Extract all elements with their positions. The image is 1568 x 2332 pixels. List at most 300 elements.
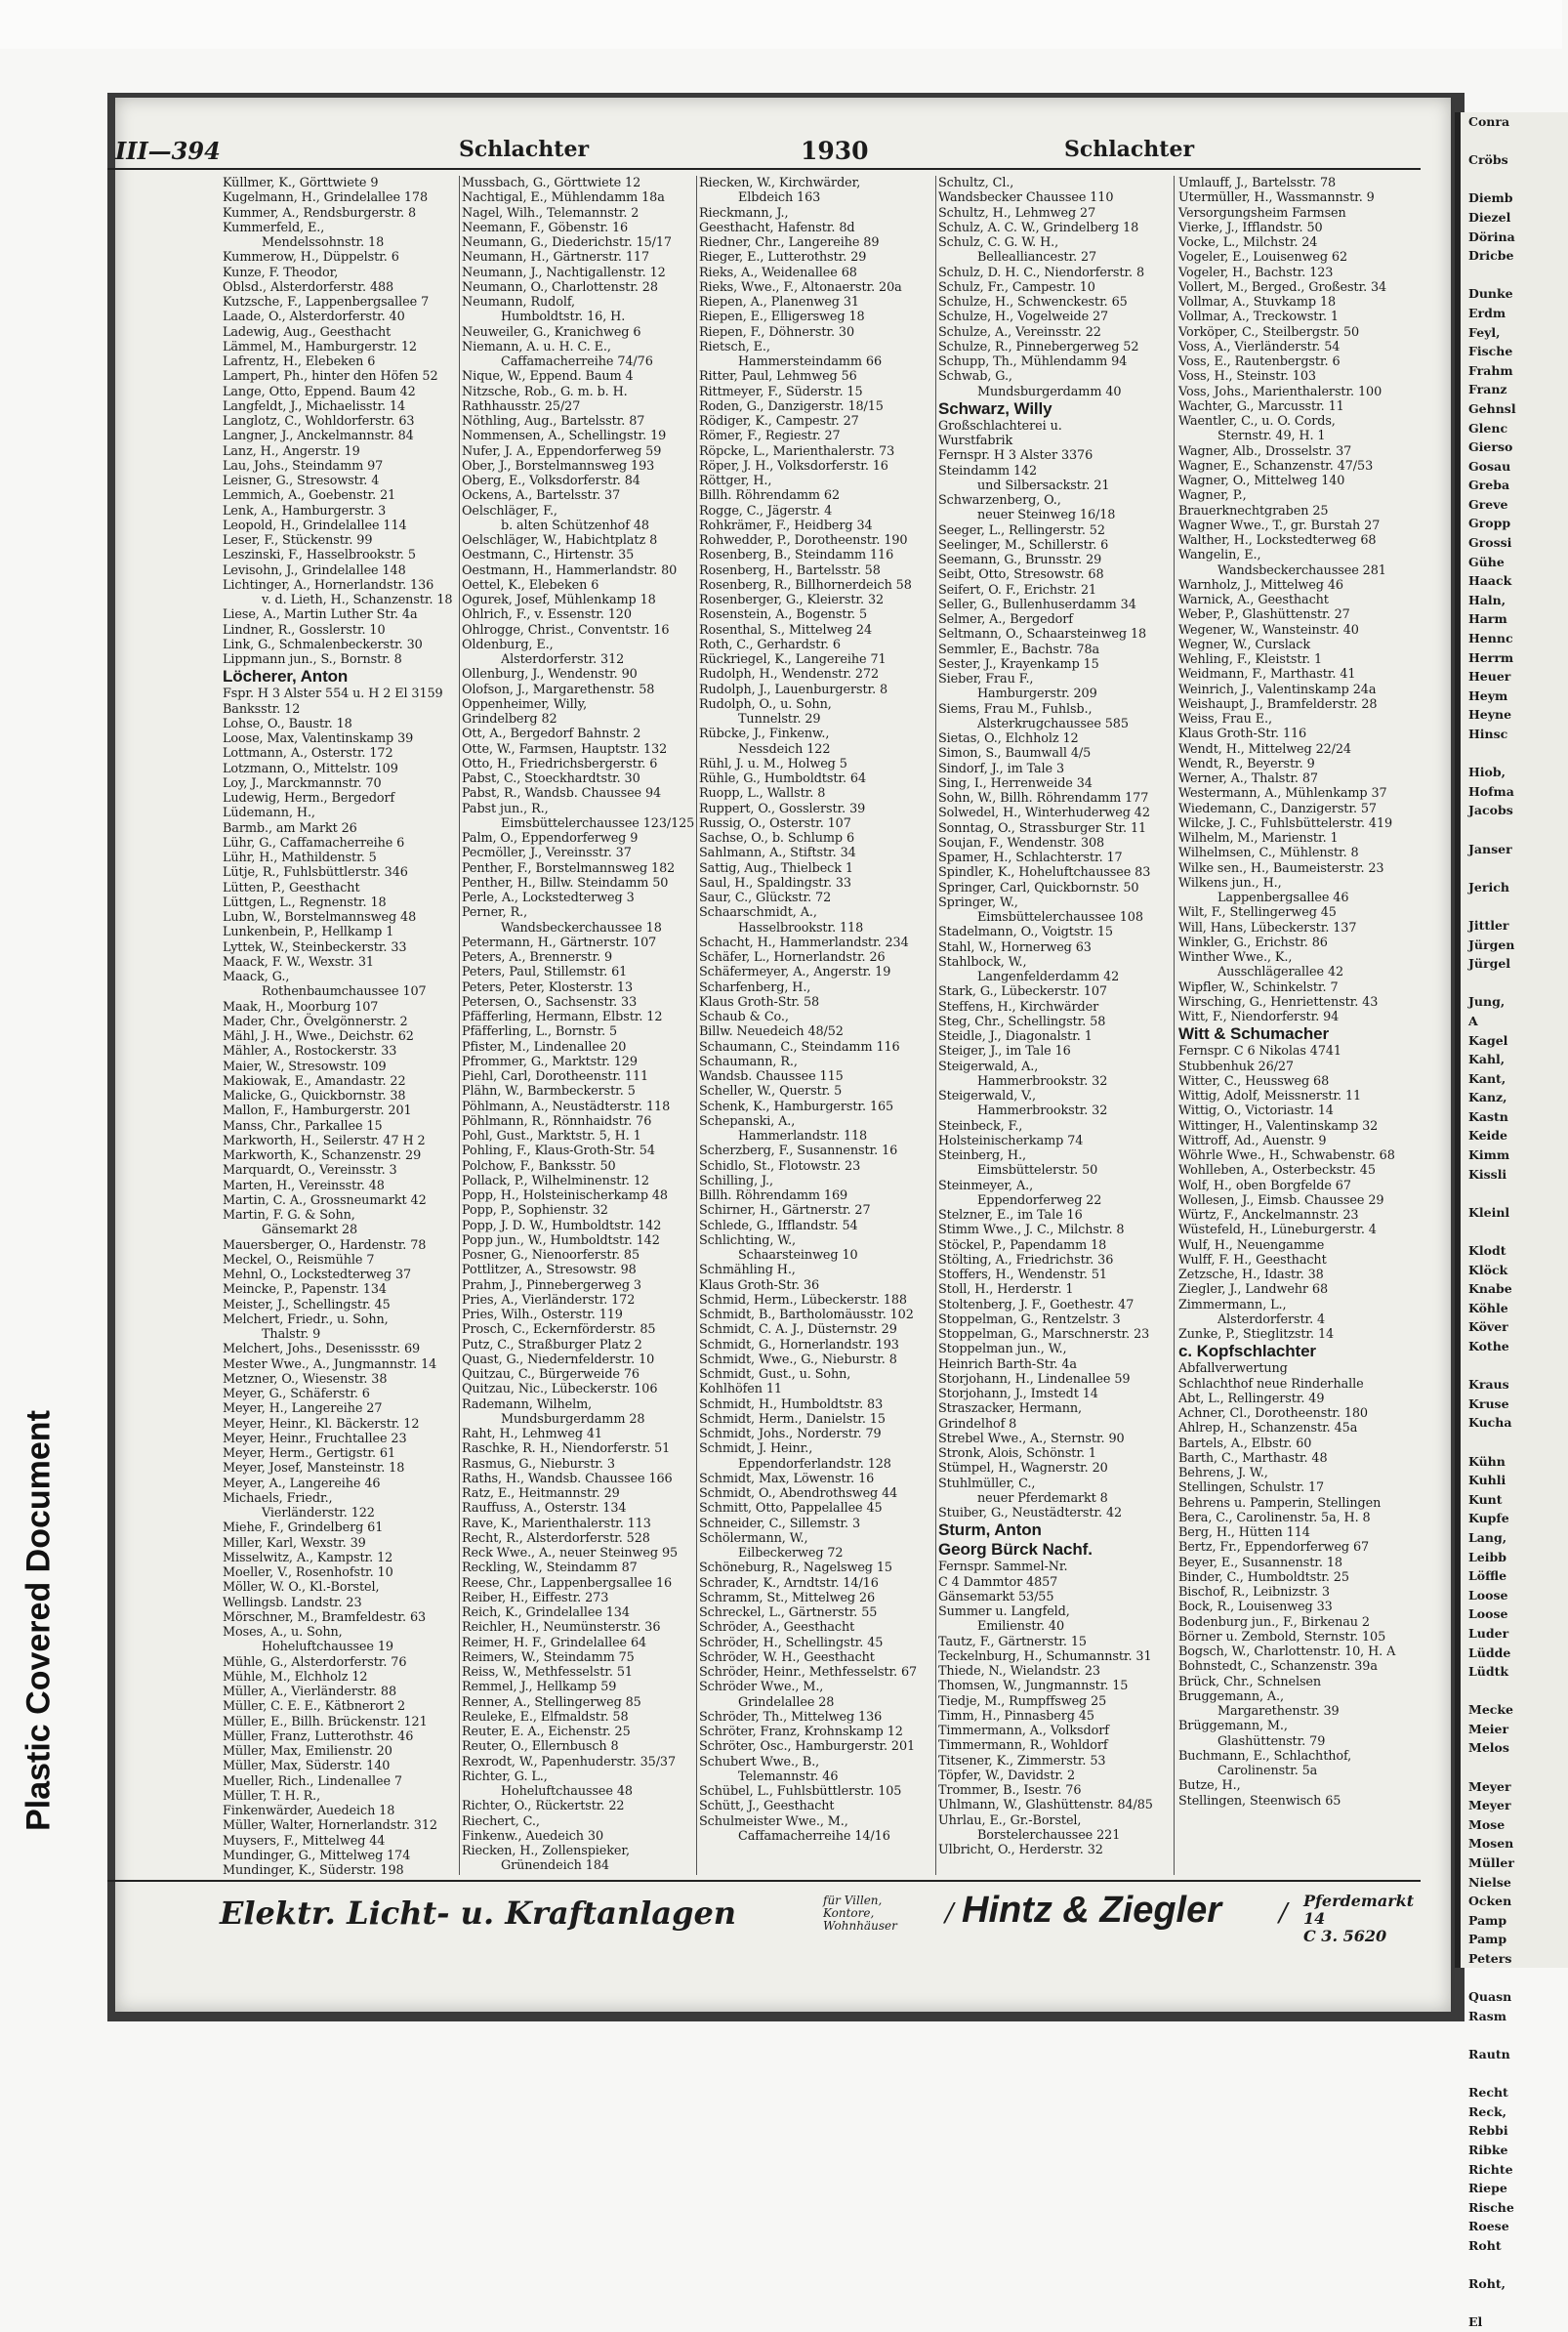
directory-entry: Grindelallee 28 — [738, 1694, 835, 1710]
next-page-fragment: Lüdtk — [1468, 1664, 1509, 1680]
directory-entry: Rademann, Wilhelm, — [462, 1396, 593, 1412]
directory-entry: Schulze, H., Schwenckestr. 65 — [938, 295, 1128, 310]
directory-entry: Margarethenstr. 39 — [1217, 1704, 1340, 1719]
directory-entry: Kunze, F. Theodor, — [223, 265, 339, 280]
directory-entry: Mussbach, G., Görttwiete 12 — [462, 176, 641, 190]
next-page-fragment: Pamp — [1468, 1912, 1507, 1928]
directory-entry: Nöthling, Aug., Bartelsstr. 87 — [462, 414, 645, 429]
directory-entry: Lampert, Ph., hinter den Höfen 52 — [223, 369, 438, 385]
directory-entry: Reimer, H. F., Grindelallee 64 — [462, 1635, 647, 1650]
directory-entry: Caffamacherreihe 14/16 — [738, 1828, 890, 1844]
directory-entry: Storjohann, H., Lindenallee 59 — [938, 1371, 1131, 1387]
next-page-fragment: Kruse — [1468, 1395, 1509, 1411]
directory-entry: Witt & Schumacher — [1178, 1024, 1330, 1044]
next-page-fragment: Kissli — [1468, 1166, 1507, 1182]
next-page-fragment: Jürgel — [1468, 956, 1511, 972]
directory-entry: Pöhlmann, R., Rönnhaidstr. 76 — [462, 1113, 652, 1129]
directory-entry: Stadelmann, O., Voigtstr. 15 — [938, 925, 1113, 940]
next-page-fragment: Meyer — [1468, 1798, 1511, 1813]
directory-entry: Steigerwald, V., — [938, 1089, 1036, 1104]
next-page-fragment: El — [1468, 2314, 1483, 2330]
directory-entry: Brüggemann, M., — [1178, 1719, 1288, 1734]
directory-entry: Misselwitz, A., Kampstr. 12 — [223, 1550, 393, 1565]
directory-entry: Timmermann, R., Wohldorf — [938, 1738, 1108, 1754]
directory-entry: Seibt, Otto, Stresowstr. 68 — [938, 567, 1104, 583]
directory-entry: Scheller, W., Querstr. 5 — [699, 1084, 843, 1100]
directory-entry: Schilling, J., — [699, 1173, 773, 1188]
directory-entry: Schaumann, C., Steindamm 116 — [699, 1039, 900, 1055]
directory-entry: c. Kopfschlachter — [1178, 1342, 1316, 1361]
directory-entry: Reck Wwe., A., neuer Steinweg 95 — [462, 1546, 679, 1561]
directory-entry: Rudolph, O., u. Sohn, — [699, 696, 832, 712]
directory-entry: Römer, F., Regiestr. 27 — [699, 429, 841, 444]
directory-entry: Weishaupt, J., Bramfelderstr. 28 — [1178, 696, 1378, 712]
directory-entry: Vollmar, A., Treckowstr. 1 — [1178, 310, 1339, 325]
directory-entry: Springer, Carl, Quickbornstr. 50 — [938, 880, 1139, 895]
page-header — [107, 137, 1425, 176]
directory-entry: Sahlmann, A., Stiftstr. 34 — [699, 846, 856, 861]
directory-entry: Pfister, M., Lindenallee 20 — [462, 1039, 627, 1055]
directory-entry: Ockens, A., Bartelsstr. 37 — [462, 488, 621, 504]
directory-entry: Plähn, W., Barmbeckerstr. 5 — [462, 1084, 636, 1100]
next-page-fragment: Herrm — [1468, 649, 1514, 665]
directory-entry: Maak, H., Moorburg 107 — [223, 999, 379, 1015]
next-page-fragment: Roht — [1468, 2237, 1502, 2253]
directory-entry: Pabst jun., R., — [462, 801, 549, 816]
directory-entry: Riedner, Chr., Langereihe 89 — [699, 235, 880, 250]
directory-entry: Neumann, O., Charlottenstr. 28 — [462, 279, 658, 295]
directory-entry: Schulze, R., Pinnebergerweg 52 — [938, 339, 1139, 354]
directory-entry: Lütten, P., Geesthacht — [223, 880, 360, 895]
directory-entry: Küllmer, K., Görttwiete 9 — [223, 176, 379, 190]
directory-entry: Liese, A., Martin Luther Str. 4a — [223, 607, 418, 623]
directory-entry: Simon, S., Baumwall 4/5 — [938, 746, 1092, 762]
directory-entry: Wittroff, Ad., Auenstr. 9 — [1178, 1133, 1327, 1148]
directory-entry: Ludewig, Herm., Bergedorf — [223, 791, 395, 806]
next-page-fragment: Hofma — [1468, 783, 1514, 799]
next-page-fragment: Glenc — [1468, 420, 1508, 436]
directory-entry: Alsterkrugchaussee 585 — [977, 716, 1129, 731]
directory-entry: Lenk, A., Hamburgerstr. 3 — [223, 503, 387, 519]
directory-entry: Rieger, E., Lutterothstr. 29 — [699, 250, 867, 266]
next-page-fragment: Rautn — [1468, 2046, 1510, 2061]
next-page-fragment: Mose — [1468, 1816, 1506, 1832]
directory-entry: Marten, H., Vereinsstr. 48 — [223, 1178, 385, 1193]
next-page-fragment — [1461, 974, 1568, 993]
directory-entry: Müller, E., Billh. Brückenstr. 121 — [223, 1714, 428, 1729]
directory-entry: Abt, L., Rellingerstr. 49 — [1178, 1391, 1325, 1406]
directory-entry: Lafrentz, H., Elebeken 6 — [223, 354, 376, 369]
directory-entry: Mundinger, K., Süderstr. 198 — [223, 1863, 404, 1878]
next-page-fragment: Harm — [1468, 611, 1507, 627]
directory-entry: Schirner, H., Gärtnerstr. 27 — [699, 1203, 871, 1219]
directory-entry: Bodenburg jun., F., Birkenau 2 — [1178, 1614, 1370, 1630]
directory-entry: Rückriegel, K., Langereihe 71 — [699, 652, 887, 667]
directory-entry: Gänsemarkt 53/55 — [938, 1589, 1054, 1604]
directory-entry: Borstelerchaussee 221 — [977, 1827, 1121, 1843]
next-page-fragment: Rebbi — [1468, 2123, 1508, 2139]
directory-entry: Popp, J. D. W., Humboldtstr. 142 — [462, 1218, 662, 1233]
directory-entry: Schröder, Heinr., Methfesselstr. 67 — [699, 1665, 918, 1680]
directory-entry: Meyer, H., Langereihe 27 — [223, 1401, 383, 1417]
directory-entry: Ruppert, O., Gosslerstr. 39 — [699, 801, 866, 816]
next-page-fragment: Cröbs — [1468, 152, 1508, 168]
directory-entry: Butze, H., — [1178, 1778, 1241, 1794]
directory-entry: Sietas, O., Elchholz 12 — [938, 731, 1079, 746]
directory-entry: Langner, J., Anckelmannstr. 84 — [223, 429, 414, 444]
directory-entry: Rauffuss, A., Osterstr. 134 — [462, 1501, 627, 1517]
directory-entry: Fernspr. H 3 Alster 3376 — [938, 448, 1093, 464]
directory-entry: Saul, H., Spaldingstr. 33 — [699, 875, 851, 891]
directory-entry: Lange, Otto, Eppend. Baum 42 — [223, 384, 416, 399]
directory-entry: Berg, H., Hütten 114 — [1178, 1525, 1310, 1540]
directory-entry: Lappenbergsallee 46 — [1217, 891, 1349, 905]
directory-entry: Rosenberg, R., Billhornerdeich 58 — [699, 577, 912, 593]
directory-entry: Behrens, J. W., — [1178, 1466, 1268, 1480]
directory-entry: Oelschläger, W., Habichtplatz 8 — [462, 533, 658, 548]
directory-entry: Winkler, G., Erichstr. 86 — [1178, 935, 1328, 950]
directory-entry: Muysers, F., Mittelweg 44 — [223, 1833, 386, 1849]
directory-entry: Schröder, Th., Mittelweg 136 — [699, 1709, 883, 1725]
directory-entry: Perle, A., Lockstedterweg 3 — [462, 891, 635, 905]
directory-entry: Schmitt, Otto, Pappelallee 45 — [699, 1501, 883, 1517]
directory-entry: Stimm Wwe., J. C., Milchstr. 8 — [938, 1223, 1125, 1238]
next-page-fragment: Mosen — [1468, 1836, 1514, 1852]
next-page-fragment — [1461, 1433, 1568, 1452]
directory-entry: Richter, G. L., — [462, 1769, 548, 1784]
scan-margin — [0, 0, 1562, 49]
directory-entry: Pabst, C., Stoeckhardtstr. 30 — [462, 771, 640, 786]
directory-entry: Pohl, Gust., Marktstr. 5, H. 1 — [462, 1129, 641, 1144]
column-divider — [935, 176, 936, 1875]
directory-entry: Schlede, G., Ifflandstr. 54 — [699, 1218, 858, 1233]
directory-entry: Stellingen, Schulstr. 17 — [1178, 1480, 1325, 1496]
directory-entry: Röttger, H., — [699, 474, 772, 488]
column-3 — [699, 176, 933, 1875]
directory-entry: Riechert, C., — [462, 1813, 540, 1829]
directory-entry: Schulz, A. C. W., Grindelberg 18 — [938, 220, 1139, 235]
directory-entry: Eilbeckerweg 72 — [738, 1546, 844, 1561]
directory-entry: Werner, A., Thalstr. 87 — [1178, 771, 1318, 786]
directory-entry: Wehling, F., Kleiststr. 1 — [1178, 652, 1322, 667]
directory-entry: Peters, Peter, Klosterstr. 13 — [462, 979, 634, 995]
directory-entry: Schepanski, A., — [699, 1113, 796, 1129]
directory-entry: Neemann, F., Göbenstr. 16 — [462, 220, 629, 235]
next-page-fragment: Frahm — [1468, 362, 1513, 378]
directory-entry: Prahm, J., Pinnebergerweg 3 — [462, 1277, 641, 1293]
directory-entry: Lütje, R., Fuhlsbüttlerstr. 346 — [223, 865, 408, 881]
directory-entry: Kummerow, H., Düppelstr. 6 — [223, 250, 399, 266]
next-page-fragment: Klodt — [1468, 1243, 1506, 1259]
directory-entry: Schlachthof neue Rinderhalle — [1178, 1376, 1364, 1392]
directory-entry: Wandsbecker Chaussee 110 — [938, 190, 1114, 206]
directory-entry: Lämmel, M., Hamburgerstr. 12 — [223, 339, 417, 354]
directory-entry: Meister, J., Schellingstr. 45 — [223, 1297, 391, 1312]
directory-entry: Fernspr. C 6 Nikolas 4741 — [1178, 1044, 1341, 1060]
directory-entry: Lindner, R., Gosslerstr. 10 — [223, 622, 386, 638]
directory-entry: Wittig, Adolf, Meissnerstr. 11 — [1178, 1089, 1362, 1104]
next-page-fragment — [1461, 896, 1568, 916]
directory-entry: Wilke sen., H., Baumeisterstr. 23 — [1178, 860, 1384, 876]
next-page-fragment: Meier — [1468, 1721, 1509, 1736]
directory-entry: Wohlleben, A., Osterbeckstr. 45 — [1178, 1163, 1376, 1179]
directory-entry: Humboldtstr. 16, H. — [501, 310, 626, 325]
directory-entry: Seifert, O. F., Erichstr. 21 — [938, 582, 1097, 598]
directory-entry: Schulz, C. G. W. H., — [938, 235, 1059, 250]
directory-entry: Wolf, H., oben Borgfelde 67 — [1178, 1178, 1351, 1193]
directory-entry: Pries, Wilh., Osterstr. 119 — [462, 1308, 623, 1322]
directory-entry: Richter, O., Rückertstr. 22 — [462, 1799, 625, 1814]
next-page-fragment: Kuhli — [1468, 1473, 1506, 1488]
directory-entry: Langenfelderdamm 42 — [977, 970, 1120, 984]
directory-entry: Quast, G., Niedernfelderstr. 10 — [462, 1352, 655, 1367]
directory-entry: Schmidt, C. A. J., Düsternstr. 29 — [699, 1322, 897, 1338]
directory-entry: Peters, Paul, Stillemstr. 61 — [462, 965, 628, 980]
next-page-fragment: Luder — [1468, 1625, 1509, 1641]
directory-entry: Steiger, J., im Tale 16 — [938, 1044, 1071, 1060]
column-5 — [1178, 176, 1413, 1875]
directory-entry: Wilhelmsen, C., Mühlenstr. 8 — [1178, 846, 1359, 861]
directory-entry: Walther, H., Lockstedterweg 68 — [1178, 533, 1377, 548]
directory-entry: Martin, C. A., Grossneumarkt 42 — [223, 1192, 427, 1208]
directory-entry: Oblsd., Alsterdorferstr. 488 — [223, 279, 394, 295]
directory-entry: Nachtigal, E., Mühlendamm 18a — [462, 190, 665, 206]
next-page-fragment: Riepe — [1468, 2181, 1507, 2196]
next-page-fragment — [1461, 2025, 1568, 2045]
directory-entry: Schütt, J., Geesthacht — [699, 1799, 835, 1814]
directory-entry: Mallon, F., Hamburgerstr. 201 — [223, 1104, 412, 1119]
directory-entry: Ritter, Paul, Lehmweg 56 — [699, 369, 857, 385]
directory-entry: Banksstr. 12 — [223, 701, 301, 717]
directory-entry: und Silbersackstr. 21 — [977, 478, 1110, 493]
directory-entry: Uhrlau, E., Gr.-Borstel, — [938, 1812, 1082, 1828]
directory-entry: Lühr, G., Caffamacherreihe 6 — [223, 835, 405, 851]
directory-entry: Vierke, J., Ifflandstr. 50 — [1178, 220, 1323, 235]
directory-entry: Stölting, A., Friedrichstr. 36 — [938, 1252, 1114, 1268]
directory-entry: Riepen, A., Planenweg 31 — [699, 295, 859, 310]
directory-entry: Miehe, F., Grindelberg 61 — [223, 1520, 384, 1536]
next-page-fragment: Jittler — [1468, 917, 1509, 933]
next-page-fragment: Kagel — [1468, 1032, 1508, 1048]
directory-entry: Mueller, Rich., Lindenallee 7 — [223, 1773, 402, 1789]
directory-entry: Steinberg, H., — [938, 1148, 1026, 1163]
next-page-fragment: Jacobs — [1468, 803, 1513, 818]
directory-entry: Winther Wwe., K., — [1178, 950, 1293, 965]
directory-entry: Billh. Röhrendamm 169 — [699, 1188, 848, 1203]
directory-entry: Malicke, G., Quickbornstr. 38 — [223, 1089, 406, 1104]
directory-entry: Stoltenberg, J. F., Goethestr. 47 — [938, 1297, 1135, 1312]
directory-entry: Moeller, V., Rosenhofstr. 10 — [223, 1565, 393, 1580]
directory-entry: Rödiger, K., Campestr. 27 — [699, 414, 859, 429]
next-page-fragment — [1461, 820, 1568, 840]
directory-entry: Vocke, L., Milchstr. 24 — [1178, 235, 1318, 250]
directory-entry: Roden, G., Danzigerstr. 18/15 — [699, 398, 884, 414]
directory-entry: Pfrommer, G., Marktstr. 129 — [462, 1054, 638, 1069]
directory-entry: Hoheluftchaussee 19 — [262, 1640, 393, 1655]
directory-entry: Schrader, K., Arndtstr. 14/16 — [699, 1575, 879, 1591]
directory-entry: Peters, A., Brennerstr. 9 — [462, 950, 613, 965]
next-page-fragment: Heyne — [1468, 707, 1512, 723]
directory-entry: Wulff, F. H., Geesthacht — [1178, 1252, 1327, 1268]
directory-entry: Lüttgen, L., Regnenstr. 18 — [223, 895, 387, 910]
directory-entry: Schmidt, J. Heinr., — [699, 1441, 813, 1457]
header-rule — [107, 168, 1421, 170]
directory-entry: Schwab, G., — [938, 369, 1012, 385]
directory-entry: Weinrich, J., Valentinskamp 24a — [1178, 682, 1377, 697]
directory-entry: Otto, H., Friedrichsbergerstr. 6 — [462, 756, 658, 771]
directory-entry: Waentler, C., u. O. Cords, — [1178, 414, 1336, 429]
directory-entry: Stoffers, H., Wendenstr. 51 — [938, 1268, 1107, 1282]
directory-entry: Perner, R., — [462, 905, 528, 921]
directory-entry: Lichtinger, A., Hornerlandstr. 136 — [223, 577, 434, 593]
next-page-fragment: Pamp — [1468, 1932, 1507, 1947]
directory-entry: Georg Bürck Nachf. — [938, 1540, 1093, 1560]
directory-entry: Storjohann, J., Imstedt 14 — [938, 1387, 1098, 1401]
directory-entry: Lottmann, A., Osterstr. 172 — [223, 746, 393, 762]
column-2 — [462, 176, 696, 1875]
directory-entry: Schöneburg, R., Nagelsweg 15 — [699, 1561, 892, 1576]
directory-entry: Raht, H., Lehmweg 41 — [462, 1427, 602, 1441]
directory-entry: Schäfermeyer, A., Angerstr. 19 — [699, 965, 891, 980]
ad-small-text: für Villen, Kontore, Wohnhäuser — [823, 1894, 897, 1933]
directory-entry: Rudolph, J., Lauenburgerstr. 8 — [699, 682, 888, 697]
side-label: Plastic Covered Document — [20, 1410, 58, 1831]
next-page-fragment: Rische — [1468, 2199, 1514, 2215]
directory-entry: Kutzsche, F., Lappenbergsallee 7 — [223, 295, 430, 310]
directory-entry: Meyer, A., Langereihe 46 — [223, 1476, 381, 1491]
next-page-fragment: Kanz, — [1468, 1090, 1507, 1105]
next-page-fragment: Peters — [1468, 1951, 1512, 1966]
directory-entry: Voss, H., Steinstr. 103 — [1178, 369, 1316, 385]
next-page-fragment: Kraus — [1468, 1377, 1509, 1393]
directory-entry: Leisner, G., Stresowstr. 4 — [223, 474, 380, 488]
column-divider — [1174, 176, 1175, 1875]
directory-entry: Rietsch, E., — [699, 339, 770, 354]
directory-entry: Warnholz, J., Mittelweg 46 — [1178, 577, 1343, 593]
directory-entry: Sternstr. 49, H. 1 — [1217, 429, 1326, 444]
directory-entry: Schramm, St., Mittelweg 26 — [699, 1590, 876, 1605]
directory-entry: Remmel, J., Hellkamp 59 — [462, 1680, 617, 1695]
directory-entry: Timmermann, A., Volksdorf — [938, 1724, 1109, 1738]
directory-entry: Wegner, W., Curslack — [1178, 637, 1311, 652]
directory-entry: Hammerbrookstr. 32 — [977, 1073, 1108, 1089]
next-page-edge — [1455, 112, 1568, 2330]
directory-entry: Schmidt, Max, Löwenstr. 16 — [699, 1471, 875, 1486]
next-page-fragment: Ribke — [1468, 2142, 1508, 2157]
directory-entry: Wiedemann, C., Danzigerstr. 57 — [1178, 801, 1377, 816]
directory-entry: Ziegler, J., Landwehr 68 — [1178, 1282, 1328, 1298]
directory-entry: Renner, A., Stellingerweg 85 — [462, 1694, 641, 1710]
directory-entry: Ratz, E., Heitmannstr. 29 — [462, 1486, 620, 1501]
directory-entry: Moses, A., u. Sohn, — [223, 1625, 343, 1640]
next-page-fragment: Köver — [1468, 1319, 1508, 1335]
directory-entry: Oldenburg, E., — [462, 637, 554, 652]
advertisement-footer — [107, 1885, 1421, 1943]
directory-entry: Nique, W., Eppend. Baum 4 — [462, 369, 634, 385]
directory-entry: Schmidt, B., Bartholomäusstr. 102 — [699, 1308, 914, 1322]
next-page-fragment: Ocken — [1468, 1894, 1512, 1909]
directory-entry: Rosenberger, G., Kleierstr. 32 — [699, 593, 885, 607]
directory-entry: Witt, F., Niendorferstr. 94 — [1178, 1010, 1340, 1024]
directory-entry: Lippmann jun., S., Bornstr. 8 — [223, 652, 402, 667]
directory-entry: Maack, G., — [223, 970, 290, 984]
directory-entry: Schwarzenberg, O., — [938, 493, 1061, 508]
directory-entry: Posner, G., Nienoorferstr. 85 — [462, 1248, 640, 1263]
ad-divider: / — [945, 1898, 954, 1928]
next-page-fragment — [1461, 858, 1568, 878]
column-divider — [696, 176, 697, 1875]
directory-entry: Raschke, R. H., Niendorferstr. 51 — [462, 1441, 671, 1457]
directory-entry: Pollack, P., Wilhelminenstr. 12 — [462, 1173, 649, 1188]
directory-entry: Mauersberger, O., Hardenstr. 78 — [223, 1237, 427, 1253]
next-page-fragment: Jerich — [1468, 879, 1509, 895]
directory-entry: Quitzau, Nic., Lübeckerstr. 106 — [462, 1382, 658, 1397]
directory-entry: b. alten Schützenhof 48 — [501, 518, 649, 533]
next-page-fragment: Lang, — [1468, 1529, 1507, 1545]
directory-entry: Caffamacherreihe 74/76 — [501, 354, 653, 369]
next-page-fragment: Feyl, — [1468, 324, 1501, 340]
next-page-fragment: Meyer — [1468, 1778, 1511, 1794]
ad-divider: / — [1279, 1898, 1288, 1928]
next-page-fragment: Kothe — [1468, 1339, 1509, 1353]
directory-entry: Elbdeich 163 — [738, 190, 821, 206]
directory-entry: Leser, F., Stückenstr. 99 — [223, 533, 373, 548]
next-page-fragment: Hiob, — [1468, 765, 1506, 780]
directory-entry: Wollesen, J., Eimsb. Chaussee 29 — [1178, 1192, 1384, 1208]
directory-entry: Pries, A., Vierländerstr. 172 — [462, 1292, 636, 1308]
directory-entry: Warnick, A., Geesthacht — [1178, 593, 1329, 607]
directory-entry: Seemann, G., Brunsstr. 29 — [938, 553, 1102, 567]
directory-entry: Lüdemann, H., — [223, 806, 315, 821]
next-page-fragment: Hinsc — [1468, 727, 1508, 741]
column-1 — [223, 176, 457, 1878]
directory-entry: Carolinenstr. 5a — [1217, 1764, 1318, 1778]
directory-entry: Schaarschmidt, A., — [699, 905, 817, 921]
directory-entry: Meyer, Herm., Gertigstr. 61 — [223, 1446, 395, 1461]
next-page-fragment: Jung, — [1468, 994, 1506, 1010]
directory-entry: Popp, P., Sophienstr. 32 — [462, 1203, 608, 1219]
directory-entry: Stoppelman, G., Marschnerstr. 23 — [938, 1327, 1150, 1342]
page-number: III—394 — [115, 137, 221, 165]
directory-entry: Schenk, K., Hamburgerstr. 165 — [699, 1099, 894, 1114]
directory-entry: Solwedel, H., Winterhuderweg 42 — [938, 806, 1150, 821]
directory-entry: Binder, C., Humboldtstr. 25 — [1178, 1569, 1349, 1585]
directory-entry: Zunke, P., Stieglitzstr. 14 — [1178, 1327, 1335, 1342]
directory-entry: Lühr, H., Mathildenstr. 5 — [223, 851, 377, 865]
directory-entry: Eimsbüttelerstr. 50 — [977, 1163, 1098, 1179]
directory-entry: Mähler, A., Rostockerstr. 33 — [223, 1044, 397, 1060]
directory-entry: Ulbricht, O., Herderstr. 32 — [938, 1843, 1103, 1857]
directory-entry: Schmidt, O., Abendrothsweg 44 — [699, 1486, 898, 1501]
directory-entry: Rogge, C., Jägerstr. 4 — [699, 503, 833, 519]
directory-entry: Meckel, O., Reismühle 7 — [223, 1252, 375, 1268]
directory-entry: Neumann, G., Diederichstr. 15/17 — [462, 235, 672, 250]
next-page-fragment: Jürgen — [1468, 937, 1515, 952]
directory-entry: Lotzmann, O., Mittelstr. 109 — [223, 761, 398, 776]
directory-entry: Sachse, O., b. Schlump 6 — [699, 831, 854, 846]
directory-entry: Will, Hans, Lübeckerstr. 137 — [1178, 920, 1357, 936]
directory-entry: Behrens u. Pamperin, Stellingen — [1178, 1495, 1382, 1511]
next-page-fragment: A — [1468, 1013, 1478, 1028]
directory-entry: Semmler, E., Bachstr. 78a — [938, 642, 1100, 657]
year-label: 1930 — [801, 137, 869, 165]
directory-entry: Leszinski, F., Hasselbrookstr. 5 — [223, 548, 416, 563]
directory-entry: Hamburgerstr. 209 — [977, 687, 1097, 702]
directory-entry: Kummer, A., Rendsburgerstr. 8 — [223, 205, 417, 221]
next-page-fragment: Leibb — [1468, 1549, 1506, 1564]
directory-entry: Schäfer, L., Hornerlandstr. 26 — [699, 950, 886, 965]
directory-entry: Trommer, B., Isestr. 76 — [938, 1783, 1082, 1798]
